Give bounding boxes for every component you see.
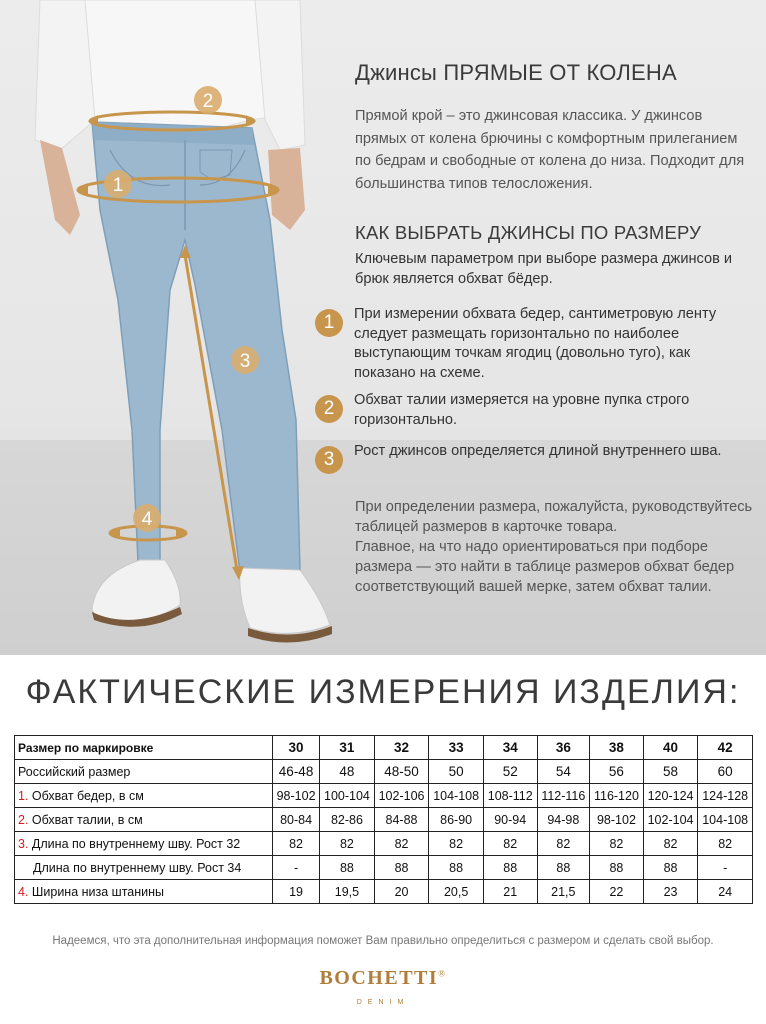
size-col: 33 [429,736,484,760]
table-row [15,760,753,784]
table-cell: 46-48 [273,760,320,784]
model-jeans-illustration [0,0,340,655]
table-cell: 88 [374,856,429,880]
table-cell: 21 [483,880,537,904]
table-cell: 82 [320,832,375,856]
table-cell: - [273,856,320,880]
row-number: 4. [18,884,29,899]
marker-4 [133,504,161,532]
table-row [15,856,753,880]
table-cell: 120-124 [643,784,698,808]
table-cell: 88 [320,856,375,880]
table-cell: 82 [273,832,320,856]
table-cell: 82 [643,832,698,856]
table-cell: 88 [483,856,537,880]
brand-logo [0,967,766,990]
row-label-text: Обхват бедер, в см [31,788,144,803]
size-table-body [15,760,753,904]
size-advice-line-2: Главное, на что надо ориентироваться при подборе размера — это найти в таблице размеров обхват бедер соответствующий вашей мерке, затем обхват талии. [355,539,735,595]
step-3-number: 3 [315,446,343,474]
size-advice-note [355,497,755,597]
table-cell: 24 [698,880,753,904]
product-description: Прямой крой – это джинсовая классика. У джинсов прямых от колена брючины с комфортным прилеганием по бедрам и свободные от колена до низа. Подходит для большинства типов телосложения. [355,108,745,192]
row-number: 3. [18,836,29,851]
table-cell: 60 [698,760,753,784]
step-1-text: При измерении обхвата бедер, сантиметровую ленту следует размещать горизонтально по наиболее выступающим точкам ягодиц (довольно туго), как показано на схеме. [354,306,717,381]
row-label-text: Обхват талии, в см [31,812,143,827]
table-cell: 88 [537,856,590,880]
row-label [15,880,273,904]
size-table [14,735,753,904]
size-col: 31 [320,736,375,760]
table-row [15,832,753,856]
row-label [15,808,273,832]
table-cell: 102-104 [643,808,698,832]
marker-3 [231,346,259,374]
marker-1 [104,170,132,198]
marker-3-label: 3 [239,351,251,372]
table-cell: 88 [429,856,484,880]
marker-4-label: 4 [141,509,153,530]
brand-registered-mark: ® [438,968,447,979]
row-label [15,784,273,808]
table-row [15,880,753,904]
row-number: 2. [18,812,29,827]
row-label [15,856,273,880]
row-label [15,760,273,784]
table-cell: 48-50 [374,760,429,784]
brand-subtitle: DENIM [356,999,410,1006]
row-label-text: Длина по внутреннему шву. Рост 32 [31,836,241,851]
table-cell: - [698,856,753,880]
table-cell: 52 [483,760,537,784]
step-3-text: Рост джинсов определяется длиной внутреннего шва. [354,443,722,459]
row-label-text: Ширина низа штанины [31,884,165,899]
brand-name: BOCHETTI [319,967,439,989]
row-number: 1. [18,788,29,803]
table-cell: 20,5 [429,880,484,904]
size-col: 34 [483,736,537,760]
row-label-text: Длина по внутреннему шву. Рост 34 [33,860,242,875]
size-table-header [15,736,753,760]
size-col: 42 [698,736,753,760]
table-cell: 20 [374,880,429,904]
size-col: 38 [590,736,644,760]
table-cell: 82 [590,832,644,856]
footer-note: Надеемся, что эта дополнительная информация поможет Вам правильно определиться с размером и сделать свой выбор. [52,935,714,947]
table-cell: 86-90 [429,808,484,832]
row-label-text: Российский размер [18,764,131,779]
table-cell: 19 [273,880,320,904]
table-cell: 116-120 [590,784,644,808]
marker-1-label: 1 [112,175,124,196]
header-label: Размер по маркировке [15,736,273,760]
table-row [15,808,753,832]
step-2-text: Обхват талии измеряется на уровне пупка строго горизонтально. [354,392,690,428]
table-cell: 104-108 [429,784,484,808]
table-cell: 58 [643,760,698,784]
size-col: 32 [374,736,429,760]
table-cell: 21,5 [537,880,590,904]
table-cell: 82 [429,832,484,856]
table-cell: 82 [374,832,429,856]
howto-heading: КАК ВЫБРАТЬ ДЖИНСЫ ПО РАЗМЕРУ [355,222,702,243]
table-cell: 98-102 [590,808,644,832]
table-cell: 50 [429,760,484,784]
table-cell: 48 [320,760,375,784]
table-cell: 82 [698,832,753,856]
table-cell: 94-98 [537,808,590,832]
table-cell: 108-112 [483,784,537,808]
marker-2-label: 2 [202,91,214,112]
size-col: 40 [643,736,698,760]
step-2-number: 2 [315,395,343,423]
table-cell: 56 [590,760,644,784]
product-title: Джинсы ПРЯМЫЕ ОТ КОЛЕНА [355,60,677,85]
table-cell: 98-102 [273,784,320,808]
table-cell: 102-106 [374,784,429,808]
size-col: 36 [537,736,590,760]
step-1-number: 1 [315,309,343,337]
table-cell: 82 [537,832,590,856]
table-cell: 112-116 [537,784,590,808]
howto-intro: Ключевым параметром при выборе размера джинсов и брюк является обхват бёдер. [355,251,733,287]
table-cell: 23 [643,880,698,904]
table-cell: 80-84 [273,808,320,832]
table-cell: 90-94 [483,808,537,832]
table-row [15,784,753,808]
size-col: 30 [273,736,320,760]
table-cell: 82-86 [320,808,375,832]
table-cell: 19,5 [320,880,375,904]
size-advice-line-1: При определении размера, пожалуйста, руководствуйтесь таблицей размеров в карточке товара. [355,499,753,535]
table-cell: 88 [643,856,698,880]
table-cell: 84-88 [374,808,429,832]
table-cell: 104-108 [698,808,753,832]
marker-2 [194,86,222,114]
table-cell: 100-104 [320,784,375,808]
row-label [15,832,273,856]
table-cell: 22 [590,880,644,904]
measurements-heading: ФАКТИЧЕСКИЕ ИЗМЕРЕНИЯ ИЗДЕЛИЯ: [25,673,741,711]
table-cell: 54 [537,760,590,784]
table-cell: 88 [590,856,644,880]
table-cell: 82 [483,832,537,856]
table-cell: 124-128 [698,784,753,808]
